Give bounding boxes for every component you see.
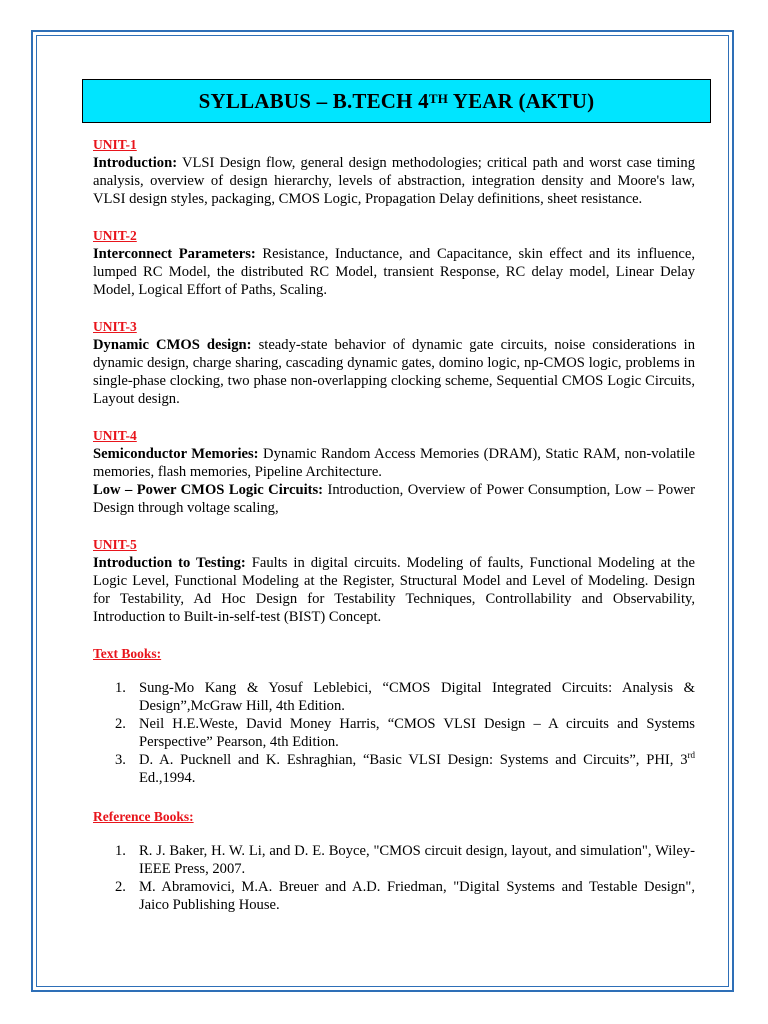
- topic-text: Introduction, Overview of Power Consumption, Low – Power Design through voltage scaling,: [93, 482, 696, 516]
- book-citation: Neil H.E.Weste, David Money Harris, “CMOS VLSI Design – A circuits and Systems Perspective” Pearson, 4th Edition.: [139, 716, 695, 750]
- unit-paragraph: [93, 154, 695, 208]
- text-books-heading: Text Books:: [93, 646, 162, 661]
- list-number: 1.: [115, 843, 126, 859]
- unit-heading: UNIT-2: [93, 228, 137, 243]
- list-item: [93, 679, 695, 715]
- unit-heading: UNIT-5: [93, 537, 137, 552]
- book-citation: R. J. Baker, H. W. Li, and D. E. Boyce, "CMOS circuit design, layout, and simulation", Wiley-IEEE Press, 2007.: [139, 843, 695, 877]
- list-item: [93, 751, 695, 787]
- topic-title: Interconnect Parameters:: [93, 246, 256, 262]
- list-item: [93, 878, 695, 914]
- book-citation: M. Abramovici, M.A. Breuer and A.D. Friedman, "Digital Systems and Testable Design", Jaico Publishing House.: [139, 879, 695, 913]
- unit-heading: UNIT-3: [93, 319, 137, 334]
- reference-books-list: [93, 842, 695, 914]
- topic-title: Dynamic CMOS design:: [93, 337, 252, 353]
- unit-paragraph: [93, 481, 695, 517]
- title-main: SYLLABUS – B.TECH 4: [198, 88, 429, 113]
- topic-title: Low – Power CMOS Logic Circuits:: [93, 482, 324, 498]
- title-suffix: YEAR (AKTU): [448, 88, 595, 113]
- unit-paragraph: [93, 336, 695, 408]
- unit-paragraph: [93, 554, 695, 626]
- list-item: [93, 715, 695, 751]
- list-number: 2.: [115, 716, 126, 732]
- topic-title: Semiconductor Memories:: [93, 446, 259, 462]
- topic-title: Introduction to Testing:: [93, 555, 246, 571]
- title-superscript: TH: [428, 91, 449, 106]
- topic-text: Dynamic Random Access Memories (DRAM), Static RAM, non-volatile memories, flash memories, Pipeline Architecture.: [93, 446, 695, 480]
- unit-3-section: [93, 317, 695, 408]
- list-number: 1.: [115, 680, 126, 696]
- unit-heading: UNIT-1: [93, 137, 137, 152]
- topic-text: VLSI Design flow, general design methodologies; critical path and worst case timing analysis, overview of design hierarchy, levels of abstraction, integration density and Moore's law, VLSI design styles, packaging, CMOS Logic, Propagation Delay definitions, sheet resistance.: [93, 155, 695, 207]
- list-number: 2.: [115, 879, 126, 895]
- unit-paragraph: [93, 445, 695, 481]
- topic-text: Resistance, Inductance, and Capacitance, skin effect and its influence, lumped RC Model, the distributed RC Model, transient Response, RC delay model, Linear Delay Model, Logical Effort of Paths, Scaling.: [93, 246, 695, 298]
- page-title: [82, 79, 711, 123]
- topic-title: Introduction:: [93, 155, 178, 171]
- list-number: 3.: [115, 752, 126, 768]
- unit-heading: UNIT-4: [93, 428, 137, 443]
- unit-1-section: [93, 135, 695, 208]
- topic-text: steady-state behavior of dynamic gate circuits, noise considerations in dynamic design, charge sharing, cascading dynamic gates, domino logic, np-CMOS logic, problems in single-phase clocking, two phase non-overlapping clocking scheme, Sequential CMOS Logic Circuits, Layout design.: [93, 337, 695, 407]
- syllabus-content: [93, 135, 695, 934]
- list-item: [93, 842, 695, 878]
- book-citation-suffix: Ed.,1994.: [139, 770, 196, 786]
- topic-text: Faults in digital circuits. Modeling of faults, Functional Modeling at the Logic Level, Functional Modeling at the Register, Structural Model and Level of Modeling. Design for Testability, Ad Hoc Design for Testability Techniques, Controllability and Observability, Introduction to Built-in-self-test (BIST) Concept.: [93, 555, 695, 625]
- unit-4-section: [93, 426, 695, 517]
- reference-books-heading: Reference Books:: [93, 809, 194, 824]
- book-citation: D. A. Pucknell and K. Eshraghian, “Basic VLSI Design: Systems and Circuits”, PHI, 3: [139, 752, 688, 768]
- citation-superscript: rd: [687, 750, 695, 761]
- text-books-list: [93, 679, 695, 787]
- book-citation: Sung-Mo Kang & Yosuf Leblebici, “CMOS Digital Integrated Circuits: Analysis & Design”,McGraw Hill, 4th Edition.: [139, 680, 695, 714]
- unit-2-section: [93, 226, 695, 299]
- unit-paragraph: [93, 245, 695, 299]
- unit-5-section: [93, 535, 695, 626]
